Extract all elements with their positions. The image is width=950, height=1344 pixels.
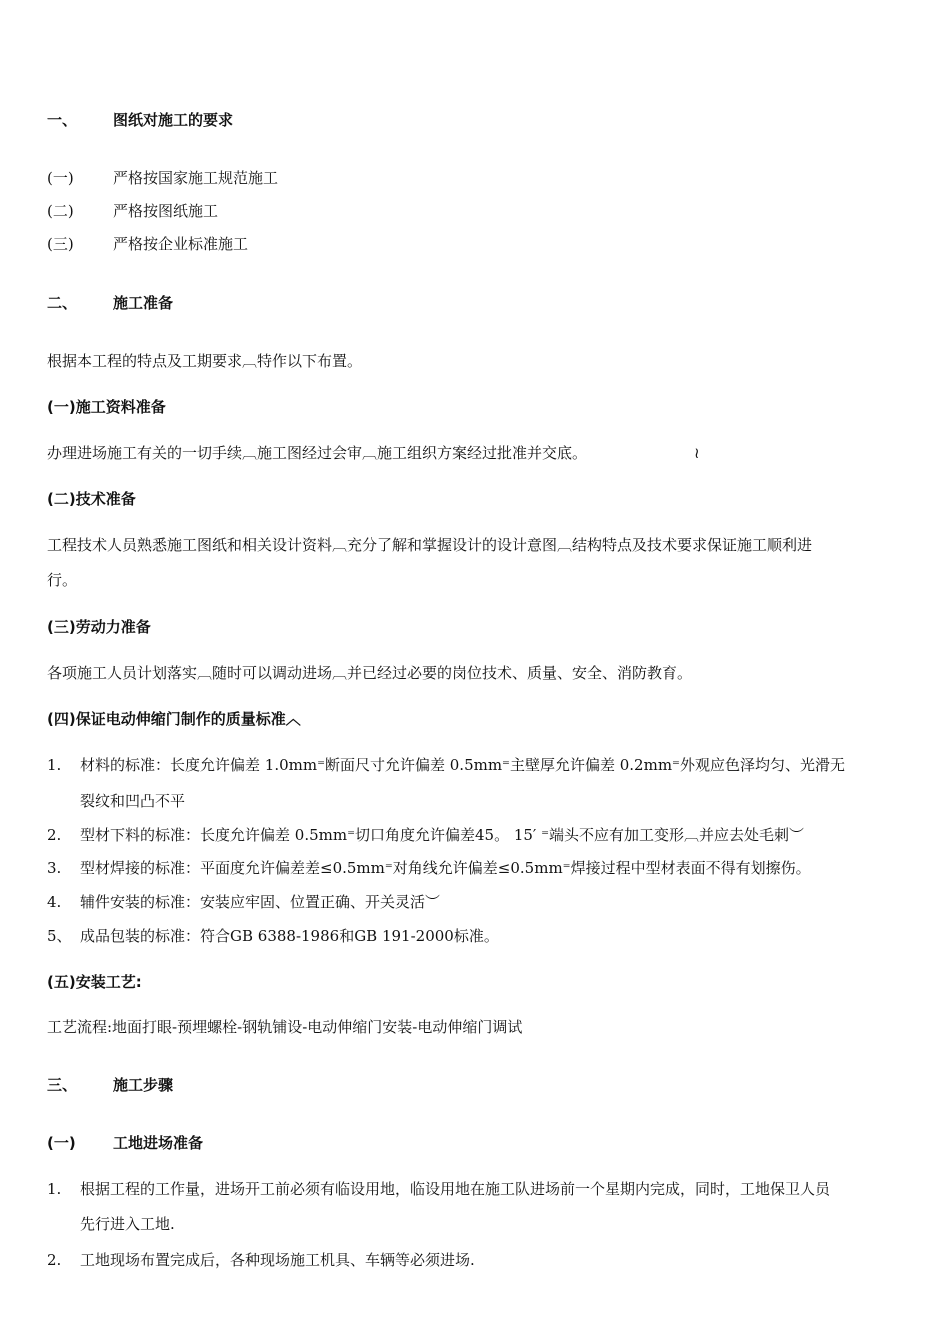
item-text: 工地现场布置完成后，各种现场施工机具、车辆等必须进场.: [80, 1251, 475, 1269]
paragraph-text: 工程技术人员熟悉施工图纸和相关设计资料︹充分了解和掌握设计的设计意图︹结构特点及技术要求保证施工顺利进: [47, 536, 813, 554]
subsection-title: (二)技术准备: [47, 490, 136, 508]
intro-text: 根据本工程的特点及工期要求︹特作以下布置。: [47, 352, 363, 370]
subsection-number: (一): [47, 1134, 76, 1152]
section-number: 三、: [47, 1076, 78, 1094]
section-title: 施工准备: [113, 294, 174, 312]
item-number: 5、: [47, 927, 72, 945]
item-text: 成品包装的标准：符合GB 6388-1986和GB 191-2000标准。: [80, 927, 499, 945]
item-text: 裂纹和凹凸不平: [80, 792, 186, 810]
paragraph-text: 办理进场施工有关的一切手续︹施工图经过会审︹施工组织方案经过批准并交底。: [47, 444, 588, 462]
item-text: 型材下料的标准：长度允许偏差 0.5mm⁼切口角度允许偏差45。 15′ ⁼端头不应有加工变形︹并应去处毛刺︶: [80, 826, 805, 844]
section-title: 施工步骤: [113, 1076, 174, 1094]
item-text: 型材焊接的标准：平面度允许偏差差≤0.5mm⁼对角线允许偏差≤0.5mm⁼焊接过程中型材表面不得有划擦伤。: [80, 859, 811, 877]
item-number: (二): [47, 202, 74, 220]
item-text: 材料的标准：长度允许偏差 1.0mm⁼断面尺寸允许偏差 0.5mm⁼主壁厚允许偏差 0.2mm⁼外观应色泽均匀、光滑无: [80, 756, 845, 774]
section-number: 二、: [47, 294, 78, 312]
item-text: 先行进入工地.: [80, 1215, 175, 1233]
subsection-title: (四)保证电动伸缩门制作的质量标准︿: [47, 710, 301, 728]
item-number: 2.: [47, 826, 62, 844]
item-number: 1.: [47, 1180, 62, 1198]
subsection-title: (一)施工资料准备: [47, 398, 166, 416]
paragraph-text: 行。: [47, 571, 78, 589]
item-text: 根据工程的工作量，进场开工前必须有临设用地，临设用地在施工队进场前一个星期内完成，同时，工地保卫人员: [80, 1180, 831, 1198]
subsection-title: (五)安装工艺:: [47, 973, 142, 991]
item-text: 辅件安装的标准：安装应牢固、位置正确、开关灵活︶: [80, 893, 441, 911]
item-text: 严格按国家施工规范施工: [113, 169, 279, 187]
item-number: 1.: [47, 756, 62, 774]
section-title: 图纸对施工的要求: [113, 111, 234, 129]
item-number: (三): [47, 235, 74, 253]
paragraph-text: 工艺流程:地面打眼-预埋螺栓-钢轨铺设-电动伸缩门安装-电动伸缩门调试: [47, 1018, 523, 1036]
item-text: 严格按企业标准施工: [113, 235, 249, 253]
section-number: 一、: [47, 111, 78, 129]
item-number: 3.: [47, 859, 62, 877]
margin-mark: ≀: [694, 444, 700, 462]
item-number: 4.: [47, 893, 62, 911]
subsection-title: 工地进场准备: [113, 1134, 204, 1152]
item-number: 2.: [47, 1251, 62, 1269]
item-number: (一): [47, 169, 74, 187]
subsection-title: (三)劳动力准备: [47, 618, 151, 636]
paragraph-text: 各项施工人员计划落实︹随时可以调动进场︹并已经过必要的岗位技术、质量、安全、消防教育。: [47, 664, 693, 682]
item-text: 严格按图纸施工: [113, 202, 219, 220]
